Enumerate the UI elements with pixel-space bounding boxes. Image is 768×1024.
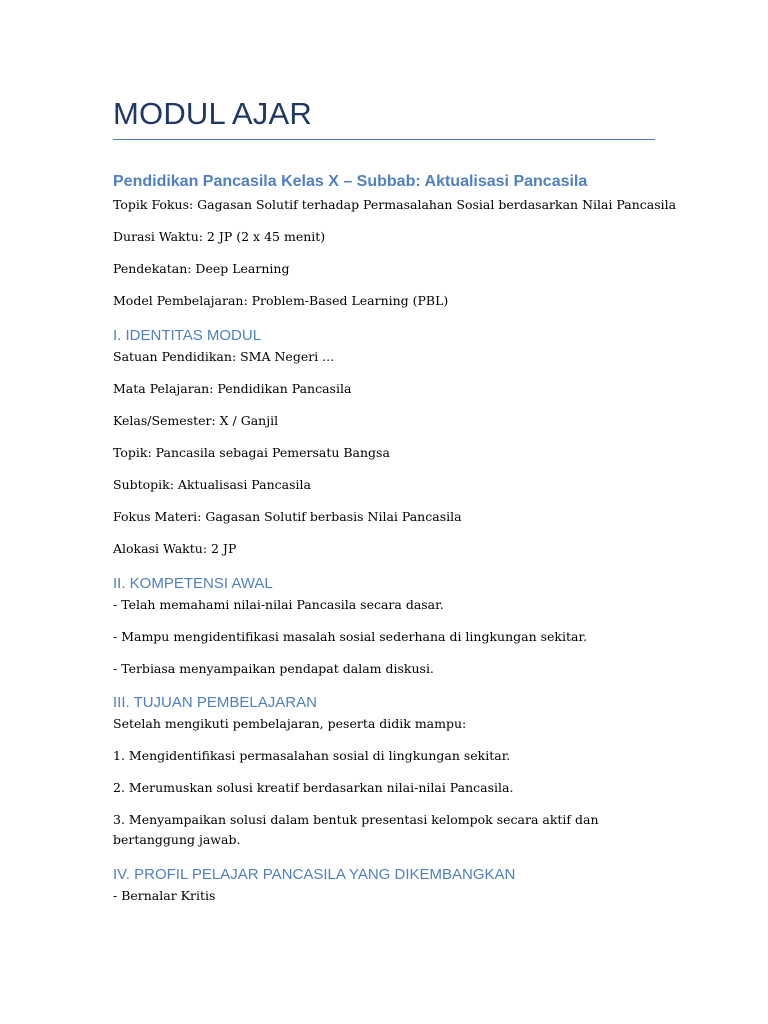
intro-model-pembelajaran: Model Pembelajaran: Problem-Based Learning (PBL)	[113, 293, 449, 308]
document-title: MODUL AJAR	[113, 96, 312, 131]
identitas-mata-pelajaran: Mata Pelajaran: Pendidikan Pancasila	[113, 381, 352, 396]
section-heading-tujuan-pembelajaran: III. TUJUAN PEMBELAJARAN	[113, 694, 317, 711]
intro-topik-fokus: Topik Fokus: Gagasan Solutif terhadap Permasalahan Sosial berdasarkan Nilai Pancasila	[113, 197, 677, 212]
section-heading-kompetensi-awal: II. KOMPETENSI AWAL	[113, 575, 273, 592]
section-heading-identitas-modul: I. IDENTITAS MODUL	[113, 327, 262, 344]
kompetensi-item: - Terbiasa menyampaikan pendapat dalam diskusi.	[113, 661, 434, 676]
section-heading-profil-pelajar-pancasila: IV. PROFIL PELAJAR PANCASILA YANG DIKEMBANGKAN	[113, 866, 516, 883]
identitas-satuan-pendidikan: Satuan Pendidikan: SMA Negeri ...	[113, 349, 335, 364]
identitas-topik: Topik: Pancasila sebagai Pemersatu Bangsa	[113, 445, 390, 460]
tujuan-intro: Setelah mengikuti pembelajaran, peserta didik mampu:	[113, 716, 467, 731]
identitas-subtopik: Subtopik: Aktualisasi Pancasila	[113, 477, 311, 492]
tujuan-item: 2. Merumuskan solusi kreatif berdasarkan nilai-nilai Pancasila.	[113, 780, 514, 795]
kompetensi-item: - Telah memahami nilai-nilai Pancasila secara dasar.	[113, 597, 444, 612]
profil-item: - Bernalar Kritis	[113, 888, 216, 903]
identitas-fokus-materi: Fokus Materi: Gagasan Solutif berbasis Nilai Pancasila	[113, 509, 462, 524]
identitas-alokasi-waktu: Alokasi Waktu: 2 JP	[113, 541, 237, 556]
kompetensi-item: - Mampu mengidentifikasi masalah sosial sederhana di lingkungan sekitar.	[113, 629, 588, 644]
identitas-kelas-semester: Kelas/Semester: X / Ganjil	[113, 413, 279, 428]
intro-pendekatan: Pendekatan: Deep Learning	[113, 261, 290, 276]
tujuan-item: 1. Mengidentifikasi permasalahan sosial di lingkungan sekitar.	[113, 748, 511, 763]
title-divider	[113, 139, 655, 140]
intro-durasi-waktu: Durasi Waktu: 2 JP (2 x 45 menit)	[113, 229, 326, 244]
tujuan-item: 3. Menyampaikan solusi dalam bentuk presentasi kelompok secara aktif dan bertanggung jawab.	[113, 812, 599, 847]
document-subtitle: Pendidikan Pancasila Kelas X – Subbab: Aktualisasi Pancasila	[113, 173, 588, 190]
